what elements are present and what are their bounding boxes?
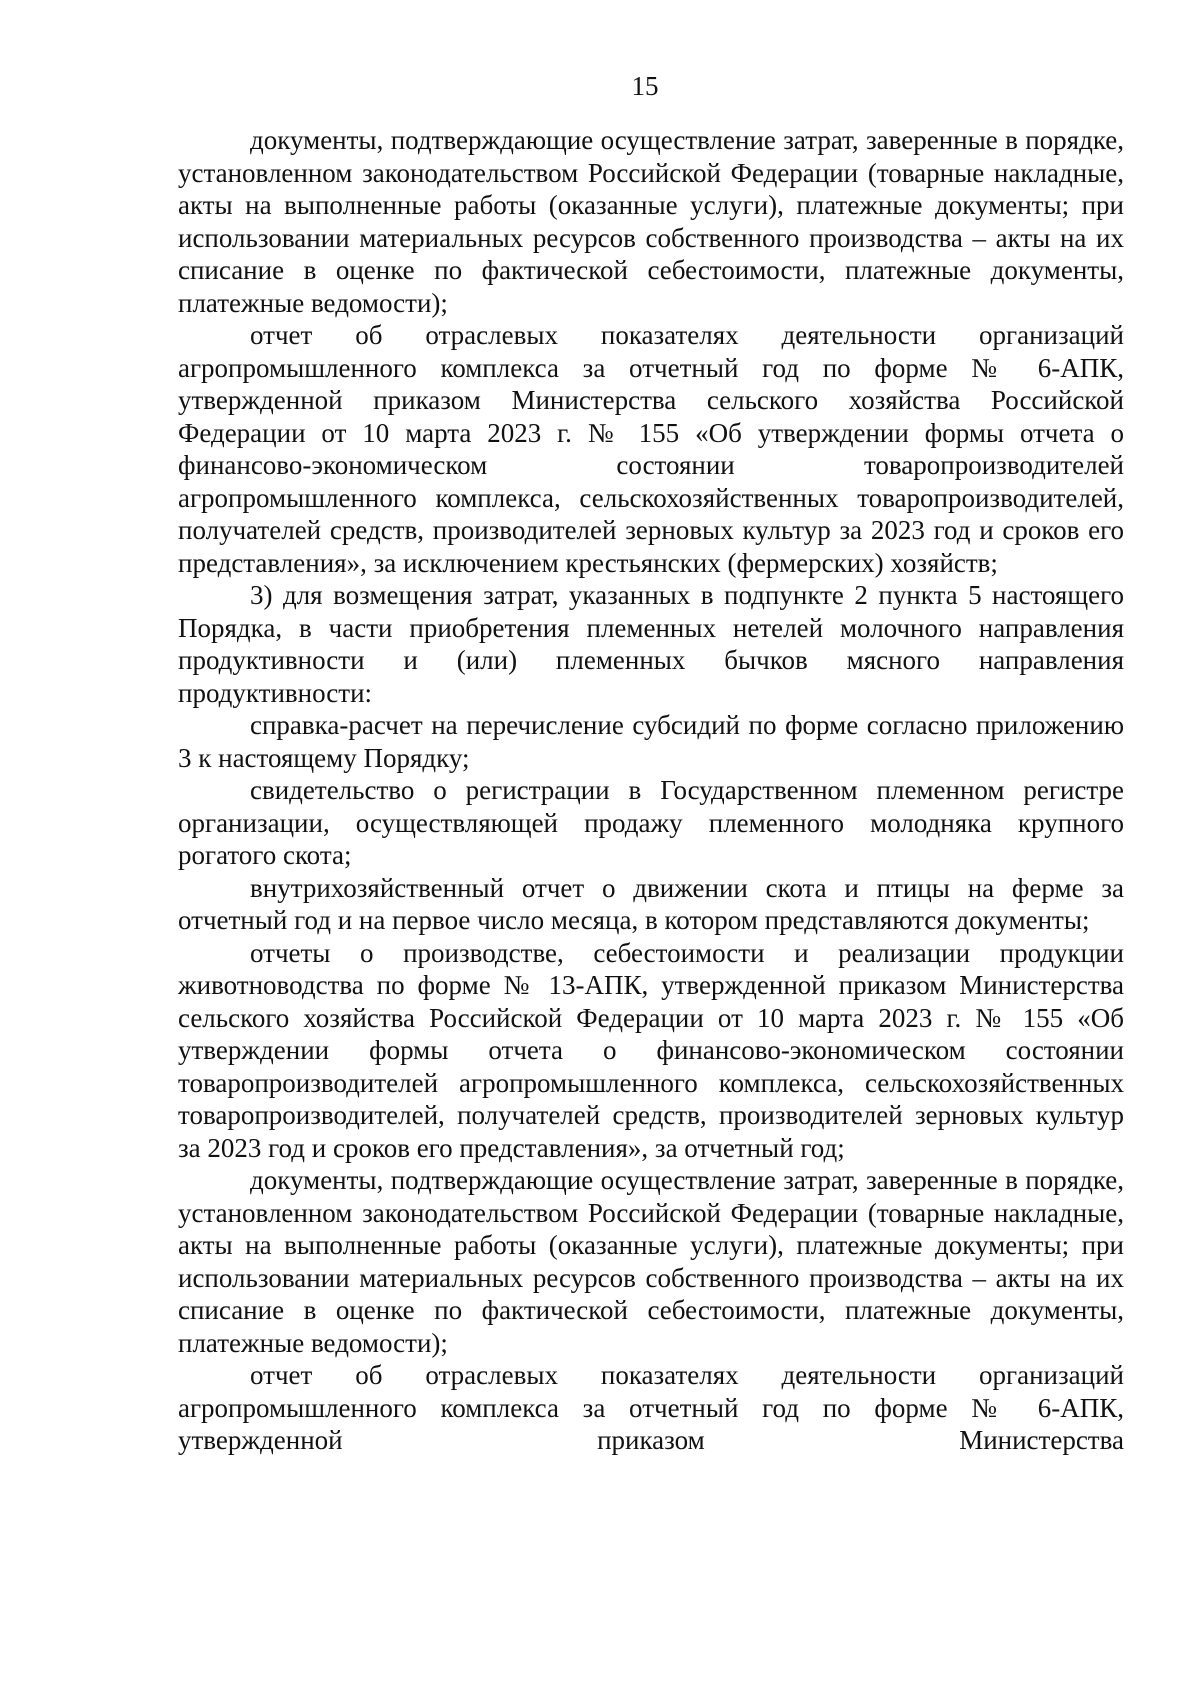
page-number: 15 <box>631 71 659 101</box>
paragraph-subsidy-calculation: справка-расчет на перечисление субсидий по форме согласно приложению 3 к настоящему Порядку; <box>178 710 1124 773</box>
paragraph-livestock-movement-report: внутрихозяйственный отчет о движении скота и птицы на ферме за отчетный год и на первое число месяца, в котором представляются документы; <box>178 872 1124 935</box>
paragraph-item-3: 3) для возмещения затрат, указанных в подпункте 2 пункта 5 настоящего Порядка, в части приобретения племенных нетелей молочного направления продуктивности и (или) племенных бычков мясного направления продуктивности: <box>178 580 1124 708</box>
paragraph-13apk-reports: отчеты о производстве, себестоимости и реализации продукции животноводства по форме № 13-АПК, утвержденной приказом Министерства сельского хозяйства Российской Федерации от 10 марта 2023 г. № 155 «Об утверждении формы отчета о финансово-экономическом состоянии товаропроизводителей агропромышленного комплекса, сельскохозяйственных товаропроизводителей, получателей средств, производителей зерновых культур за 2023 год и сроков его представления», за отчетный год; <box>178 937 1124 1163</box>
paragraph-registry-certificate: свидетельство о регистрации в Государственном племенном регистре организации, осуществляющей продажу племенного молодняка крупного рогатого скота; <box>178 775 1124 870</box>
document-body <box>178 124 1124 1457</box>
paragraph-cost-documents-repeat: документы, подтверждающие осуществление затрат, заверенные в порядке, установленном законодательством Российской Федерации (товарные накладные, акты на выполненные работы (оказанные услуги), платежные документы; при использовании материальных ресурсов собственного производства – акты на их списание в оценке по фактической себестоимости, платежные документы, платежные ведомости); <box>178 1165 1124 1358</box>
paragraph-6apk-report-continued: отчет об отраслевых показателях деятельности организаций агропромышленного комплекса за отчетный год по форме № 6-АПК, утвержденной приказом Министерства <box>178 1360 1124 1455</box>
paragraph-6apk-report: отчет об отраслевых показателях деятельности организаций агропромышленного комплекса за отчетный год по форме № 6-АПК, утвержденной приказом Министерства сельского хозяйства Российской Федерации от 10 марта 2023 г. № 155 «Об утверждении формы отчета о финансово-экономическом состоянии товаропроизводителей агропромышленного комплекса, сельскохозяйственных товаропроизводителей, получателей средств, производителей зерновых культур за 2023 год и сроков его представления», за исключением крестьянских (фермерских) хозяйств; <box>178 320 1124 578</box>
paragraph-cost-documents: документы, подтверждающие осуществление затрат, заверенные в порядке, установленном законодательством Российской Федерации (товарные накладные, акты на выполненные работы (оказанные услуги), платежные документы; при использовании материальных ресурсов собственного производства – акты на их списание в оценке по фактической себестоимости, платежные документы, платежные ведомости); <box>178 125 1124 318</box>
